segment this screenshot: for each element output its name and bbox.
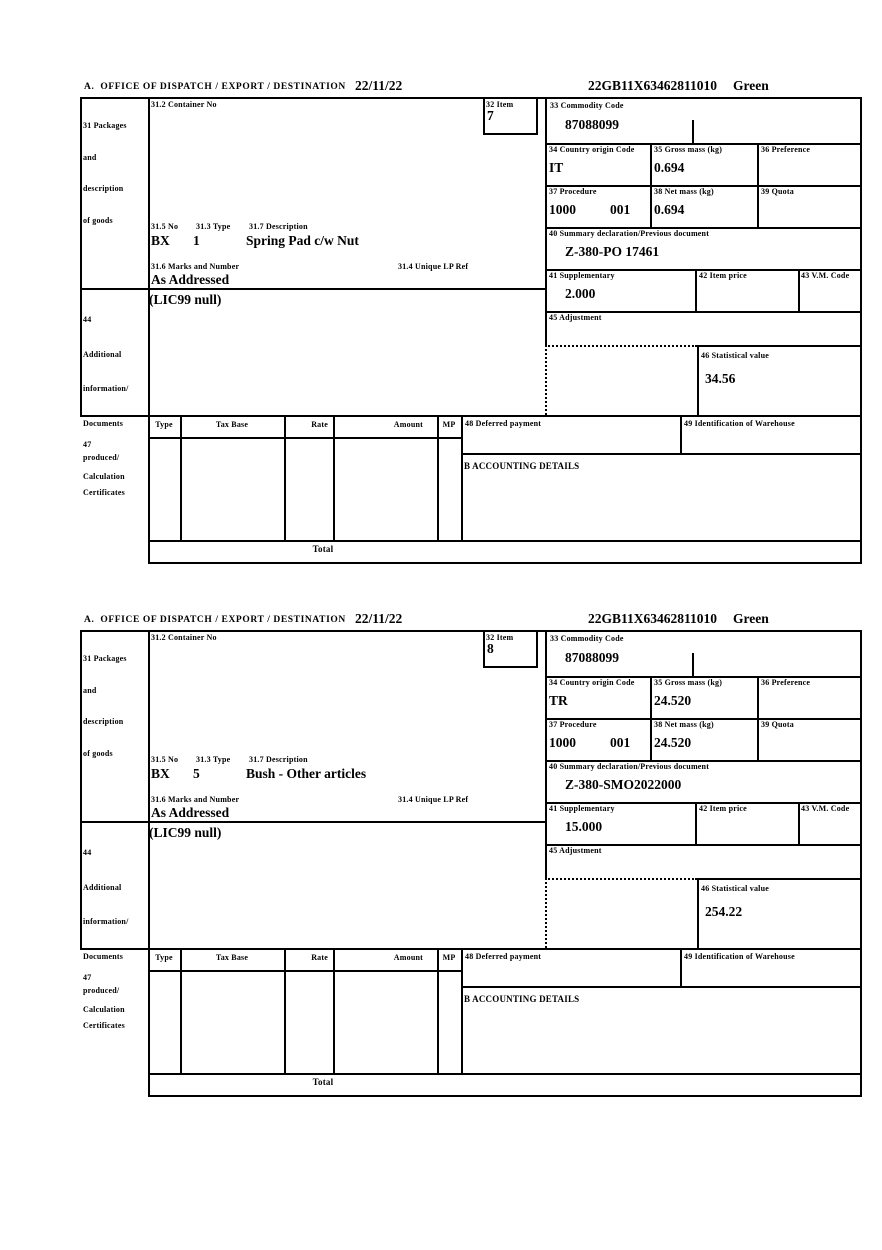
grid-line bbox=[545, 97, 547, 345]
box32-label: 32 Item bbox=[486, 633, 514, 642]
box45-label: 45 Adjustment bbox=[549, 313, 602, 322]
grid-line bbox=[284, 948, 286, 1073]
box47-label: 47 Calculation bbox=[83, 440, 125, 481]
gross-mass-value: 0.694 bbox=[654, 160, 685, 175]
box46-label: 46 Statistical value bbox=[701, 884, 769, 893]
calc-col-type: Type bbox=[155, 953, 173, 962]
procedure-code-value: 001 bbox=[610, 735, 631, 750]
country-origin-value: TR bbox=[549, 693, 568, 708]
procedure-value: 1000 bbox=[549, 735, 576, 750]
grid-line bbox=[148, 562, 862, 564]
grid-line bbox=[148, 97, 150, 564]
statistical-value: 254.22 bbox=[705, 904, 743, 919]
grid-line bbox=[437, 948, 439, 1073]
box39-label: 39 Quota bbox=[761, 187, 794, 196]
date-value: 22/11/22 bbox=[355, 78, 403, 93]
item-number-value: 8 bbox=[487, 641, 494, 656]
box34-label: 34 Country origin Code bbox=[549, 145, 635, 154]
grid-line bbox=[545, 630, 547, 878]
grid-line bbox=[798, 269, 800, 313]
total-label: Total bbox=[312, 1077, 334, 1087]
grid-line bbox=[180, 415, 182, 540]
marks-and-number-value: As Addressed bbox=[151, 805, 230, 820]
grid-line bbox=[695, 269, 697, 313]
box38-label: 38 Net mass (kg) bbox=[654, 720, 714, 729]
box39-label: 39 Quota bbox=[761, 720, 794, 729]
office-of-dispatch-label: A. OFFICE OF DISPATCH / EXPORT / DESTINATION bbox=[84, 82, 346, 92]
previous-document-value: Z-380-SMO2022000 bbox=[565, 777, 682, 792]
box43-label: 43 V.M. Code bbox=[801, 804, 850, 813]
grid-line bbox=[148, 1073, 862, 1075]
box33-label: 33 Commodity Code bbox=[550, 101, 624, 110]
grid-line bbox=[80, 288, 547, 290]
date-value: 22/11/22 bbox=[355, 611, 403, 626]
box47-label: 47 Calculation bbox=[83, 973, 125, 1014]
grid-line bbox=[461, 453, 862, 455]
box31-2-label: 31.2 Container No bbox=[151, 633, 217, 642]
grid-line bbox=[148, 437, 463, 439]
grid-line bbox=[461, 415, 463, 540]
additional-info-value: (LIC99 null) bbox=[149, 825, 222, 840]
box42-label: 42 Item price bbox=[699, 271, 747, 280]
box37-label: 37 Procedure bbox=[549, 187, 597, 196]
accounting-details-label: B ACCOUNTING DETAILS bbox=[464, 994, 580, 1004]
box48-label: 48 Deferred payment bbox=[465, 419, 542, 428]
grid-line bbox=[80, 415, 862, 417]
box33-label: 33 Commodity Code bbox=[550, 634, 624, 643]
country-origin-value: IT bbox=[549, 160, 564, 175]
grid-line bbox=[650, 143, 652, 229]
sad-item-section bbox=[0, 611, 882, 1101]
box31-7-label: 31.7 Description bbox=[249, 755, 308, 764]
office-of-dispatch-label: A. OFFICE OF DISPATCH / EXPORT / DESTINATION bbox=[84, 615, 346, 625]
box48-label: 48 Deferred payment bbox=[465, 952, 542, 961]
box31-label: 31 Packages and description of goods bbox=[83, 121, 127, 225]
package-code-value: BX bbox=[151, 766, 170, 781]
box32-label: 32 Item bbox=[486, 100, 514, 109]
box31-7-label: 31.7 Description bbox=[249, 222, 308, 231]
box31-5-label: 31.5 No bbox=[151, 755, 179, 764]
grid-line bbox=[860, 630, 862, 1097]
grid-line bbox=[697, 878, 699, 950]
grid-line bbox=[80, 821, 547, 823]
grid-line bbox=[461, 948, 463, 1073]
grid-line bbox=[697, 878, 862, 880]
box40-label: 40 Summary declaration/Previous document bbox=[549, 762, 710, 771]
commodity-code-divider bbox=[692, 653, 694, 676]
box31-6-label: 31.6 Marks and Number bbox=[151, 262, 240, 271]
box41-label: 41 Supplementary bbox=[549, 271, 615, 280]
grid-line bbox=[680, 948, 682, 988]
declaration-reference: 22GB11X63462811010 bbox=[588, 611, 718, 626]
box34-label: 34 Country origin Code bbox=[549, 678, 635, 687]
box44-label: 44 Additional information/ Documents produced/ Certificates bbox=[83, 848, 129, 1030]
dotted-divider bbox=[545, 345, 547, 415]
box44-label: 44 Additional information/ Documents produced/ Certificates bbox=[83, 315, 129, 497]
box31-5-label: 31.5 No bbox=[151, 222, 179, 231]
routing-status: Green bbox=[733, 611, 769, 626]
goods-description-value: Bush - Other articles bbox=[246, 766, 367, 781]
grid-line bbox=[180, 948, 182, 1073]
grid-line bbox=[80, 948, 862, 950]
box31-2-label: 31.2 Container No bbox=[151, 100, 217, 109]
box31-label: 31 Packages and description of goods bbox=[83, 654, 127, 758]
previous-document-value: Z-380-PO 17461 bbox=[565, 244, 660, 259]
gross-mass-value: 24.520 bbox=[654, 693, 692, 708]
dotted-divider bbox=[545, 878, 547, 948]
grid-line bbox=[757, 676, 759, 762]
net-mass-value: 24.520 bbox=[654, 735, 692, 750]
supplementary-value: 15.000 bbox=[565, 819, 603, 834]
package-count-value: 5 bbox=[193, 766, 200, 781]
box31-3-label: 31.3 Type bbox=[196, 222, 231, 231]
procedure-code-value: 001 bbox=[610, 202, 631, 217]
grid-line bbox=[697, 345, 699, 417]
box31-4-label: 31.4 Unique LP Ref bbox=[398, 262, 469, 271]
package-count-value: 1 bbox=[193, 233, 200, 248]
calc-col-amount: Amount bbox=[393, 420, 423, 429]
calc-col-rate: Rate bbox=[311, 420, 328, 429]
box36-label: 36 Preference bbox=[761, 678, 811, 687]
grid-line bbox=[148, 630, 150, 1097]
box31-3-label: 31.3 Type bbox=[196, 755, 231, 764]
grid-line bbox=[680, 415, 682, 455]
grid-line bbox=[461, 986, 862, 988]
grid-line bbox=[757, 143, 759, 229]
grid-line bbox=[437, 415, 439, 540]
calc-col-type: Type bbox=[155, 420, 173, 429]
box45-label: 45 Adjustment bbox=[549, 846, 602, 855]
grid-line bbox=[650, 676, 652, 762]
total-label: Total bbox=[312, 544, 334, 554]
accounting-details-label: B ACCOUNTING DETAILS bbox=[464, 461, 580, 471]
calc-col-mp: MP bbox=[442, 420, 456, 429]
grid-line bbox=[80, 97, 862, 99]
procedure-value: 1000 bbox=[549, 202, 576, 217]
grid-line bbox=[148, 1095, 862, 1097]
grid-line bbox=[80, 630, 862, 632]
box36-label: 36 Preference bbox=[761, 145, 811, 154]
package-code-value: BX bbox=[151, 233, 170, 248]
box35-label: 35 Gross mass (kg) bbox=[654, 145, 723, 154]
marks-and-number-value: As Addressed bbox=[151, 272, 230, 287]
commodity-code-value: 87088099 bbox=[565, 650, 619, 665]
grid-line bbox=[697, 345, 862, 347]
dotted-divider bbox=[545, 345, 697, 347]
grid-line bbox=[695, 802, 697, 846]
box31-6-label: 31.6 Marks and Number bbox=[151, 795, 240, 804]
calc-col-rate: Rate bbox=[311, 953, 328, 962]
calc-col-tax-base: Tax Base bbox=[215, 420, 249, 429]
additional-info-value: (LIC99 null) bbox=[149, 292, 222, 307]
grid-line bbox=[148, 970, 463, 972]
commodity-code-value: 87088099 bbox=[565, 117, 619, 132]
grid-line bbox=[80, 97, 82, 415]
grid-line bbox=[333, 415, 335, 540]
grid-line bbox=[80, 630, 82, 948]
goods-description-value: Spring Pad c/w Nut bbox=[246, 233, 359, 248]
grid-line bbox=[860, 97, 862, 564]
box35-label: 35 Gross mass (kg) bbox=[654, 678, 723, 687]
commodity-code-divider bbox=[692, 120, 694, 143]
box41-label: 41 Supplementary bbox=[549, 804, 615, 813]
box31-4-label: 31.4 Unique LP Ref bbox=[398, 795, 469, 804]
box49-label: 49 Identification of Warehouse bbox=[684, 419, 795, 428]
box42-label: 42 Item price bbox=[699, 804, 747, 813]
supplementary-value: 2.000 bbox=[565, 286, 596, 301]
box40-label: 40 Summary declaration/Previous document bbox=[549, 229, 710, 238]
statistical-value: 34.56 bbox=[705, 371, 736, 386]
calc-col-mp: MP bbox=[442, 953, 456, 962]
grid-line bbox=[284, 415, 286, 540]
calc-col-amount: Amount bbox=[393, 953, 423, 962]
box46-label: 46 Statistical value bbox=[701, 351, 769, 360]
net-mass-value: 0.694 bbox=[654, 202, 685, 217]
declaration-reference: 22GB11X63462811010 bbox=[588, 78, 718, 93]
routing-status: Green bbox=[733, 78, 769, 93]
grid-line bbox=[798, 802, 800, 846]
item-number-value: 7 bbox=[487, 108, 494, 123]
box43-label: 43 V.M. Code bbox=[801, 271, 850, 280]
box37-label: 37 Procedure bbox=[549, 720, 597, 729]
dotted-divider bbox=[545, 878, 697, 880]
box38-label: 38 Net mass (kg) bbox=[654, 187, 714, 196]
calc-col-tax-base: Tax Base bbox=[215, 953, 249, 962]
sad-item-section bbox=[0, 78, 882, 568]
box49-label: 49 Identification of Warehouse bbox=[684, 952, 795, 961]
grid-line bbox=[148, 540, 862, 542]
grid-line bbox=[333, 948, 335, 1073]
